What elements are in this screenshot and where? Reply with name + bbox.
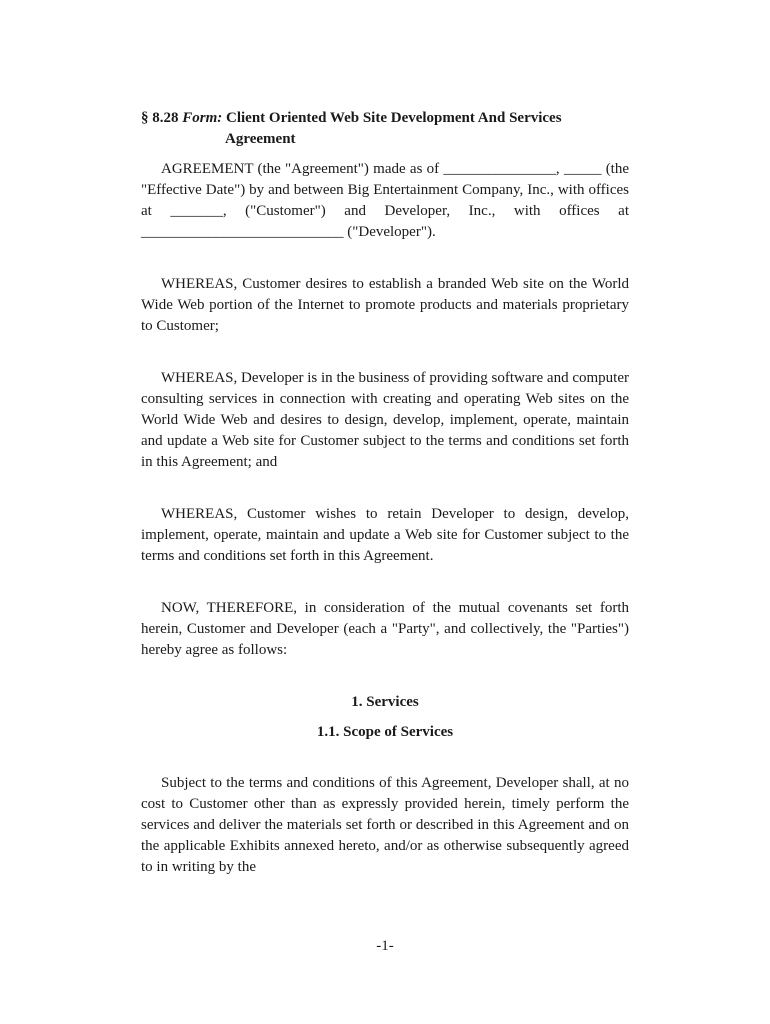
- date-blank: _______________: [443, 161, 556, 177]
- document-page: [141, 108, 629, 878]
- section-heading-services: 1. Services: [351, 694, 419, 710]
- page-number: -1-: [376, 938, 394, 954]
- whereas-paragraph-2: WHEREAS, Developer is in the business of providing software and computer consulting services in connection with creating and operating Web sites on the World Wide Web and desires to design, develop, implement, operate, maintain and update a Web site for Customer subject to the terms and conditions set forth in this Agreement; and: [141, 370, 629, 470]
- whereas-paragraph-1: WHEREAS, Customer desires to establish a branded Web site on the World Wide Web portion of the Internet to promote products and materials proprietary to Customer;: [141, 276, 629, 334]
- intro-text-4: , ("Customer") and Developer, Inc., with offices at: [222, 203, 629, 219]
- year-blank: _____: [563, 161, 602, 177]
- intro-paragraph: [141, 159, 629, 243]
- intro-text-2: ,: [555, 161, 564, 177]
- subsection-heading-scope: 1.1. Scope of Services: [316, 724, 454, 740]
- form-label: Form:: [182, 110, 223, 126]
- title-text: Client Oriented Web Site Development And Services Agreement: [225, 110, 562, 147]
- section-number: § 8.28: [141, 110, 179, 126]
- intro-text-3: (the "Effective Date") by and between Big Entertainment Company, Inc., with offices at: [141, 161, 630, 219]
- developer-address-blank: ___________________________: [141, 224, 344, 240]
- whereas-paragraph-3: WHEREAS, Customer wishes to retain Developer to design, develop, implement, operate, maintain and update a Web site for Customer subject to the terms and conditions set forth in this Agreement.: [141, 506, 629, 564]
- intro-text-1: AGREEMENT (the "Agreement") made as of: [161, 161, 444, 177]
- scope-paragraph: Subject to the terms and conditions of this Agreement, Developer shall, at no cost to Customer other than as expressly provided herein, timely perform the services and deliver the materials set forth or described in this Agreement and on the applicable Exhibits annexed hereto, and/or as otherwise subsequently agreed to in writing by the: [141, 775, 629, 875]
- customer-address-blank: _______: [170, 203, 223, 219]
- intro-text-5: ("Developer").: [343, 224, 436, 240]
- now-therefore-paragraph: NOW, THEREFORE, in consideration of the mutual covenants set forth herein, Customer and Developer (each a "Party", and collectively, the "Parties") hereby agree as follows:: [141, 600, 629, 658]
- document-title: [141, 108, 629, 150]
